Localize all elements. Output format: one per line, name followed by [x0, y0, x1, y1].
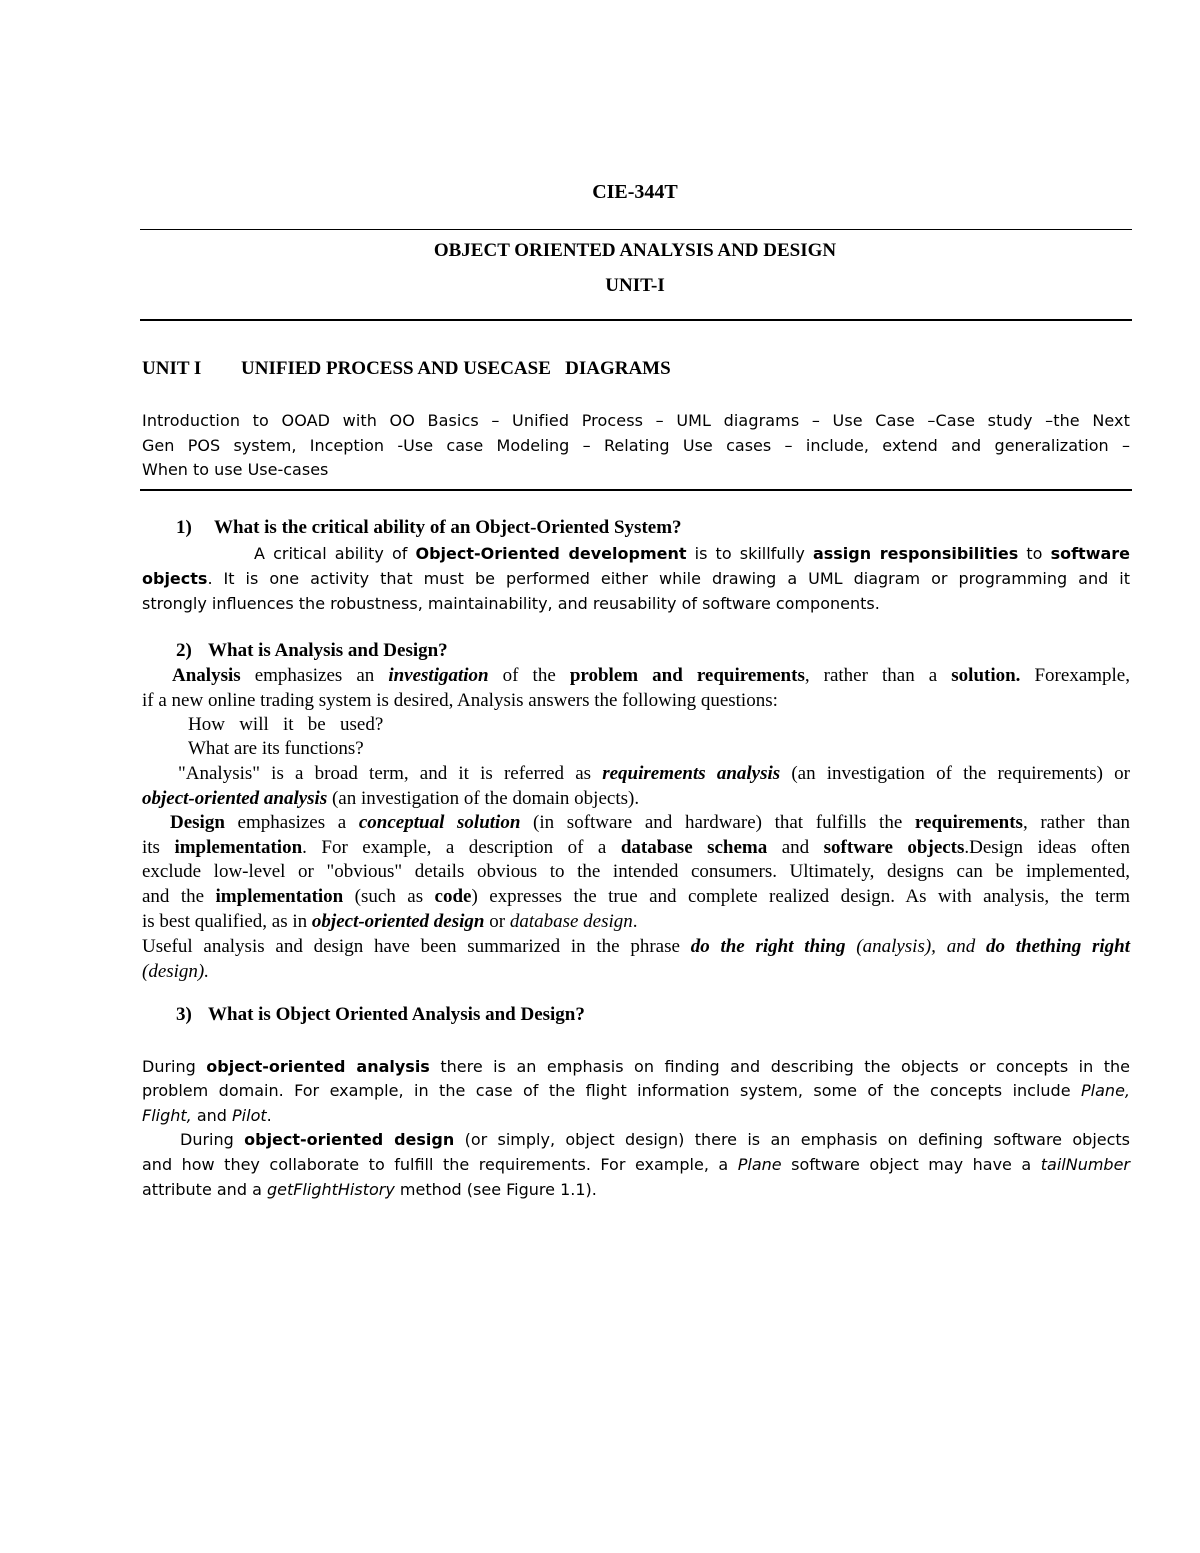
q3-p2-l2-text-1: and how they collaborate to fulfill the requirements. For example, a	[142, 1155, 738, 1174]
q2-p1-text-3: , rather than a	[804, 665, 952, 686]
q3-i-getflighthistory: getFlightHistory	[266, 1180, 395, 1199]
q2-p3-text-1: emphasizes a	[224, 812, 359, 833]
q3-i-pilot: Pilot	[232, 1106, 267, 1125]
q3-number: 3)	[176, 1004, 192, 1025]
q3-i-plane: Plane,	[1081, 1081, 1130, 1100]
q2-p3-l5-text-2: or	[484, 911, 510, 932]
q2-bold-sw-objects: software objects	[823, 837, 965, 858]
q3-p1-text-2: there is an emphasis on finding and describing the objects or concepts in the	[429, 1057, 1131, 1076]
q2-p1-text-2: of the	[488, 665, 570, 686]
q1-bold-objects: objects	[142, 569, 208, 588]
syllabus-rule	[140, 489, 1132, 491]
q3-p1-line-3	[142, 1104, 1130, 1128]
q3-p1-line-2	[142, 1079, 1130, 1103]
q2-i-design: (design).	[142, 961, 210, 982]
q2-bold-code: code	[434, 886, 472, 907]
q3-question: What is Object Oriented Analysis and Design?	[208, 1004, 585, 1025]
q2-bi-oo-analysis: object-oriented analysis	[142, 788, 328, 809]
q2-bold-implementation-2: implementation	[215, 886, 344, 907]
q2-p2-line-2	[142, 787, 1130, 811]
q3-i-tailnumber: tailNumber	[1040, 1155, 1130, 1174]
q2-bold-requirements: requirements	[914, 812, 1023, 833]
syllabus-line-1: Introduction to OOAD with OO Basics – Unified Process – UML diagrams – Use Case –Case study –the Next	[142, 411, 1130, 430]
q1-answer-line-2	[142, 567, 1130, 591]
q2-p3-line-4	[142, 885, 1130, 909]
q2-p3-l4-text-1: and the	[142, 886, 216, 907]
q2-p1-text-1: emphasizes an	[240, 665, 389, 686]
q2-p3-line-1	[170, 811, 1130, 835]
header-rule-top	[140, 229, 1132, 230]
unit-heading-label: UNIT I	[142, 358, 202, 379]
q1-question: What is the critical ability of an Object-Oriented System?	[214, 517, 682, 538]
q2-p1-line-2: if a new online trading system is desired, Analysis answers the following questions:	[142, 690, 778, 711]
q1-bold-ood: Object-Oriented development	[415, 544, 687, 563]
q1-number: 1)	[176, 517, 192, 538]
q2-p3-l4-text-2: (such as	[343, 886, 435, 907]
q2-bold-implementation: implementation	[174, 837, 303, 858]
q2-p2-line-1	[178, 762, 1130, 786]
q2-p2-text-1: "Analysis" is a broad term, and it is referred as	[178, 763, 603, 784]
course-code: CIE-344T	[592, 181, 678, 203]
q2-bi-req-analysis: requirements analysis	[602, 763, 781, 784]
q3-p2-line-2	[142, 1153, 1130, 1177]
q2-p3-text-2: (in software and hardware) that fulfills the	[520, 812, 915, 833]
q3-p2-l3-text-2: method (see Figure 1.1).	[394, 1180, 597, 1199]
q3-p2-line-1	[180, 1128, 1130, 1152]
q3-bold-ooa: object-oriented analysis	[206, 1057, 430, 1076]
q3-i-plane-2: Plane	[737, 1155, 782, 1174]
q2-p1-text-4: Forexample,	[1020, 665, 1130, 686]
unit-heading-title: UNIFIED PROCESS AND USECASE DIAGRAMS	[241, 358, 671, 379]
q3-p1-line-1	[142, 1055, 1130, 1079]
syllabus-line-3: When to use Use-cases	[142, 460, 329, 479]
q2-p3-l5-text-3: .	[632, 911, 638, 932]
q2-bi-oo-design: object-oriented design	[311, 911, 485, 932]
q1-text-a1: A critical ability of	[254, 544, 416, 563]
q2-p3-line-2	[142, 836, 1130, 860]
q2-p1-line-1	[172, 664, 1130, 688]
q2-i-db-design: database design	[509, 911, 633, 932]
q2-p2-text-3: (an investigation of the domain objects).	[327, 788, 640, 809]
q2-p4-text-1: Useful analysis and design have been summarized in the phrase	[142, 936, 691, 957]
q1-answer-line-1	[254, 542, 1130, 566]
q2-p3-l2-text-2: . For example, a description of a	[302, 837, 621, 858]
q2-question: What is Analysis and Design?	[208, 640, 448, 661]
q3-p2-text-2: (or simply, object design) there is an emphasis on defining software objects	[454, 1130, 1131, 1149]
q2-bullet-2: What are its functions?	[188, 738, 364, 759]
q3-p2-text-1: During	[180, 1130, 245, 1149]
q2-bold-problem: problem and requirements	[569, 665, 805, 686]
q1-bold-assign: assign responsibilities	[812, 544, 1019, 563]
q3-p2-l2-text-2: software object may have a	[781, 1155, 1041, 1174]
q3-p1-text-1: During	[142, 1057, 207, 1076]
q2-p3-l5-text-1: is best qualified, as in	[142, 911, 312, 932]
q2-p3-l2-text-3: and	[767, 837, 824, 858]
q2-p2-text-2: (an investigation of the requirements) or	[780, 763, 1130, 784]
q2-p3-l2-text-4: .Design ideas often	[964, 837, 1131, 858]
q2-bullet-1: How will it be used?	[188, 714, 384, 735]
q3-p2-line-3	[142, 1178, 1130, 1202]
q2-bi-conceptual: conceptual solution	[358, 812, 521, 833]
q1-text-l2: . It is one activity that must be performed either while drawing a UML diagram or programming and it	[207, 569, 1130, 588]
q2-bi-investigation: investigation	[388, 665, 489, 686]
q3-p1-l2-text-1: problem domain. For example, in the case of the flight information system, some of the concepts include	[142, 1081, 1082, 1100]
q3-p1-l3-text-1: and	[191, 1106, 233, 1125]
header-rule-bottom	[140, 319, 1132, 321]
q2-number: 2)	[176, 640, 192, 661]
q2-bold-design: Design	[170, 812, 225, 833]
q1-answer-line-3: strongly influences the robustness, maintainability, and reusability of software components.	[142, 594, 880, 613]
q2-p3-line-5	[142, 910, 1130, 934]
q3-p1-l3-text-2: .	[266, 1106, 272, 1125]
q2-bold-db-schema: database schema	[620, 837, 768, 858]
q2-bi-thing-right: do thething right	[985, 936, 1130, 957]
unit-label: UNIT-I	[605, 275, 665, 296]
q2-i-analysis: (analysis), and	[845, 936, 986, 957]
q3-i-flight: Flight,	[142, 1106, 192, 1125]
q1-text-a2: is to skillfully	[686, 544, 813, 563]
q2-p3-l2-text-1: its	[142, 837, 175, 858]
q3-bold-ood: object-oriented design	[244, 1130, 455, 1149]
q2-p3-text-3: , rather than	[1022, 812, 1131, 833]
q2-p4-line-1	[142, 935, 1130, 959]
q2-bi-right-thing: do the right thing	[690, 936, 846, 957]
course-title: OBJECT ORIENTED ANALYSIS AND DESIGN	[433, 240, 837, 261]
q3-p2-l3-text-1: attribute and a	[142, 1180, 267, 1199]
q2-p3-l4-text-3: ) expresses the true and complete realized design. As with analysis, the term	[471, 886, 1130, 907]
q1-bold-software: software	[1050, 544, 1131, 563]
q2-bold-solution: solution.	[951, 665, 1021, 686]
q2-p4-line-2	[142, 960, 1130, 984]
syllabus-line-2: Gen POS system, Inception -Use case Modeling – Relating Use cases – include, extend and generalization –	[142, 436, 1130, 455]
q1-text-a3: to	[1018, 544, 1051, 563]
q2-bold-analysis: Analysis	[172, 665, 241, 686]
q2-p3-line-3: exclude low-level or "obvious" details obvious to the intended consumers. Ultimately, designs can be implemented,	[142, 861, 1130, 882]
